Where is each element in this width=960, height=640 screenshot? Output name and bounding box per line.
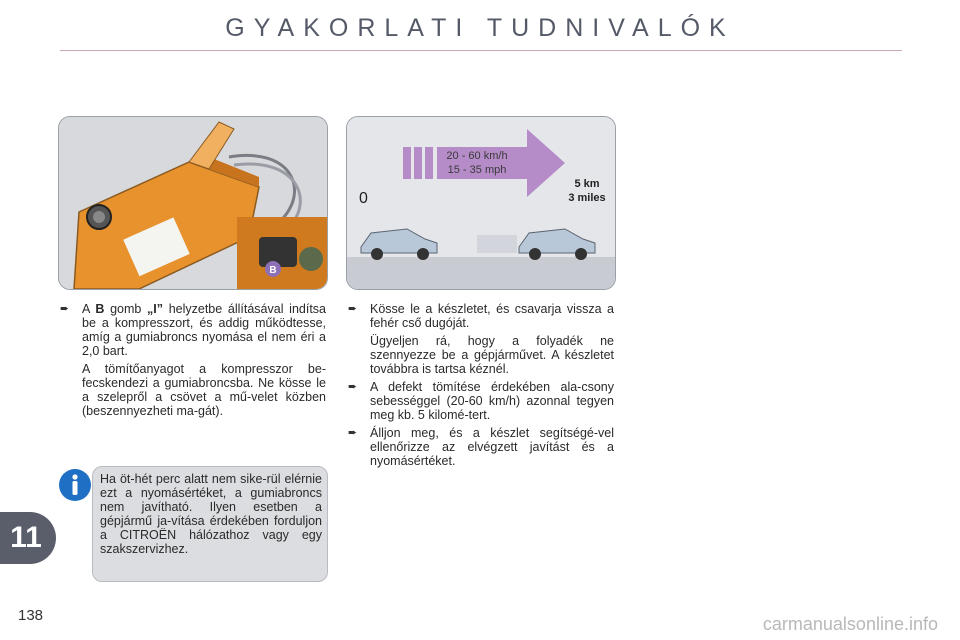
instruction-bullet (346, 380, 614, 422)
info-text: Ha öt-hét perc alatt nem sike-rül elérnie ezt a nyomásértéket, a gumiabroncs nem javítható. Ilyen esetben a gépjármű ja-vítása érdekében forduljon a CITROËN hálózathoz vagy egy szakszervizhez. (100, 472, 322, 556)
switch-position: „I” (147, 302, 164, 316)
bullet-text: A (82, 302, 96, 316)
speed-distance-illustration (346, 116, 616, 290)
instruction-paragraph: A tömítőanyagot a kompresszor be-fecskendezi a gumiabroncsba. Ne kösse le a szelepről a csövet a mű-velet közben (beszennyezheti ma-gát). (82, 362, 326, 418)
compressor-kit-illustration (58, 116, 328, 290)
instruction-bullet (346, 302, 614, 330)
right-column (346, 302, 614, 472)
left-column (58, 302, 326, 422)
bullet-text: Kösse le a készletet, és csavarja vissza a fehér cső dugóját. (370, 302, 614, 330)
instruction-paragraph: Ügyeljen rá, hogy a folyadék ne szennyezze be a gépjárművet. A készletet továbbra is tartsa kéznél. (370, 334, 614, 376)
distance-km-label: 5 km (574, 178, 600, 190)
bullet-arrow-icon: ➨ (348, 427, 358, 439)
title-divider (60, 50, 902, 51)
info-icon (58, 468, 92, 502)
instruction-bullet (58, 302, 326, 358)
instruction-bullet (346, 426, 614, 468)
bullet-arrow-icon: ➨ (348, 381, 358, 393)
bullet-arrow-icon: ➨ (348, 303, 358, 315)
chapter-tab: 11 (0, 512, 56, 564)
button-name: B (95, 302, 105, 316)
page-number: 138 (18, 607, 44, 624)
bullet-arrow-icon: ➨ (60, 303, 70, 315)
speed-mph-label: 15 - 35 mph (447, 164, 507, 176)
speed-distance-drawing (347, 117, 615, 289)
bullet-text: helyzetbe állításával indítsa be a kompresszort, és addig működtesse, amíg a gumiabroncs nyomása el nem éri a 2,0 bart. (82, 302, 327, 358)
distance-miles-label: 3 miles (568, 192, 606, 204)
speed-kmh-label: 20 - 60 km/h (446, 150, 508, 162)
watermark: carmanualsonline.info (762, 614, 938, 634)
page-title: GYAKORLATI TUDNIVALÓK (225, 14, 735, 42)
bullet-text: A defekt tömítése érdekében ala-csony sebességgel (20-60 km/h) azonnal tegyen meg kb. 5 kilomé-tert. (370, 380, 614, 422)
button-b-label: B (269, 265, 277, 276)
bullet-text: gomb (104, 302, 148, 316)
start-label: 0 (359, 190, 368, 207)
bullet-text: Álljon meg, és a készlet segítségé-vel ellenőrizze az elvégzett javítást és a nyomásértéket. (370, 426, 614, 468)
compressor-kit-drawing (59, 117, 327, 289)
